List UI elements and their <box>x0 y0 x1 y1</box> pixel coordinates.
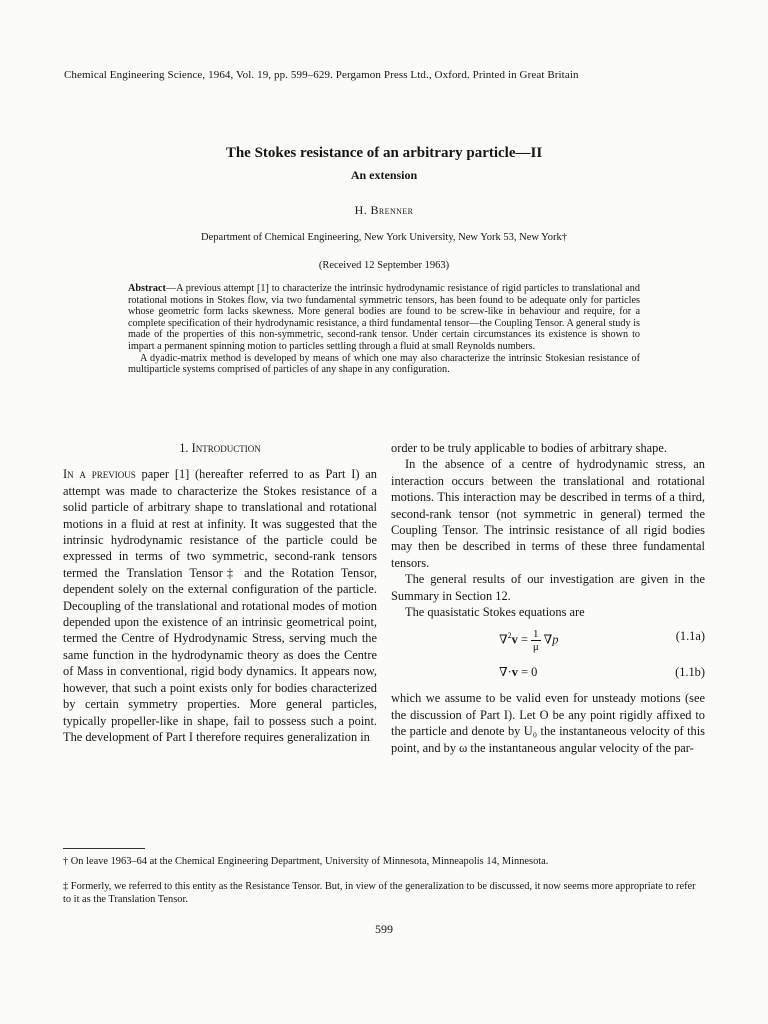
right-paragraph-1: In the absence of a centre of hydrodynamic stress, an interaction occurs between the translational and rotational motions. This interaction may be described in terms of a third, second-rank tensor (not symmetric in general) termed the Coupling Tensor. The intrinsic resistance of all rigid bodies may then be described in terms of these three fundamental tensors. <box>391 457 705 570</box>
abstract <box>128 283 640 376</box>
footnote-2-text: ‡ Formerly, we referred to this entity as the Resistance Tensor. But, in view of the generalization to be discussed, it now seems more appropriate to refer to it as the Translation Tensor. <box>63 881 696 905</box>
equation-1-1a-label: (1.1a) <box>675 629 705 644</box>
right-paragraph-3: The quasistatic Stokes equations are <box>405 605 585 620</box>
author-affiliation: Department of Chemical Engineering, New York University, New York 53, New York† <box>201 232 567 243</box>
author-name: H. Brenner <box>354 203 414 217</box>
abstract-text-1: —A previous attempt [1] to characterize the intrinsic hydrodynamic resistance of rigid particles to translational and rotational motions in Stokes flow, via two fundamental symmetric tensors, has been found to be adequate only for particles whose geometric form lacks skewness. More general bodies are found to be screw-like in behaviour and require, for a complete specification of their hydrodynamic resistance, a third fundamental tensor—the Coupling Tensor. A general study is made of the properties of this non-symmetric, second-rank tensor. Under certain circumstances its existence is shown to impart a permanent spinning motion to particles settling through a fluid at small Reynolds numbers. <box>128 283 640 352</box>
intro-text: paper [1] (hereafter referred to as Part I) an attempt was made to characterize the Stokes resistance of a solid particle of arbitrary shape to translational and rotational motions in a fluid at rest at infinity. It was suggested that the intrinsic hydrodynamic resistance of the particle could be expressed in terms of two symmetric, second-rank tensors termed the Translation Tensor‡ and the Rotation Tensor, dependent solely on the external configuration of the particle. Decoupling of the translational and rotational modes of motion depended upon the existence of an intrinsic geometrical point, termed the Centre of Hydrodynamic Stress, serving much the same function in the hydrodynamic theory as does the Centre of Mass in conventional, rigid body dynamics. It appears now, however, that such a point exists only for bodies characterized by certain symmetry properties. More general particles, typically propeller-like in shape, fail to possess such a point. The development of Part I therefore requires generalization in <box>63 467 377 744</box>
footnote-2 <box>63 880 703 906</box>
section-heading: 1. Introduction <box>179 441 261 455</box>
equation-1-1a-formula: ∇$^2$v = $\frac{1}{\mu}$ ∇p <box>499 628 559 654</box>
abstract-lead: Abstract <box>128 283 166 294</box>
received-date: (Received 12 September 1963) <box>318 260 450 271</box>
right-paragraph-0: order to be truly applicable to bodies of arbitrary shape. <box>391 441 667 455</box>
intro-paragraph <box>63 466 377 745</box>
equation-1-1b-label: (1.1b) <box>675 665 705 680</box>
right-column <box>391 440 705 756</box>
right-paragraph-4: which we assume to be valid even for unsteady motions (see the discussion of Part I). Let O be any point rigidly affixed to the particle and denote by U₀ the instantaneous velocity of this point, and by ω the instantaneous angular velocity of the par- <box>391 691 705 755</box>
equation-1-1a <box>391 624 705 660</box>
journal-header: Chemical Engineering Science, 1964, Vol. 19, pp. 599–629. Pergamon Press Ltd., Oxford. Printed in Great Britain <box>64 69 579 81</box>
footnote-1-text: † On leave 1963–64 at the Chemical Engineering Department, University of Minnesota, Minneapolis 14, Minnesota. <box>63 856 549 867</box>
paper-title: The Stokes resistance of an arbitrary particle—II <box>225 145 543 161</box>
footnote-1 <box>63 855 703 868</box>
paper-subtitle: An extension <box>350 168 418 182</box>
abstract-paragraph-2: A dyadic-matrix method is developed by means of which one may also characterize the intrinsic Stokesian resistance of multiparticle systems comprised of particles of any shape in any configuration. <box>128 352 640 376</box>
abstract-paragraph-1 <box>128 283 640 353</box>
equation-1-1b-formula: ∇·v = 0 <box>499 665 538 680</box>
page-number: 599 <box>375 922 393 936</box>
intro-opening: In a previous <box>63 467 136 482</box>
footnote-rule <box>63 848 145 849</box>
right-paragraph-2: The general results of our investigation are given in the Summary in Section 12. <box>391 572 705 603</box>
left-column <box>63 440 377 745</box>
equation-1-1b <box>391 660 705 690</box>
